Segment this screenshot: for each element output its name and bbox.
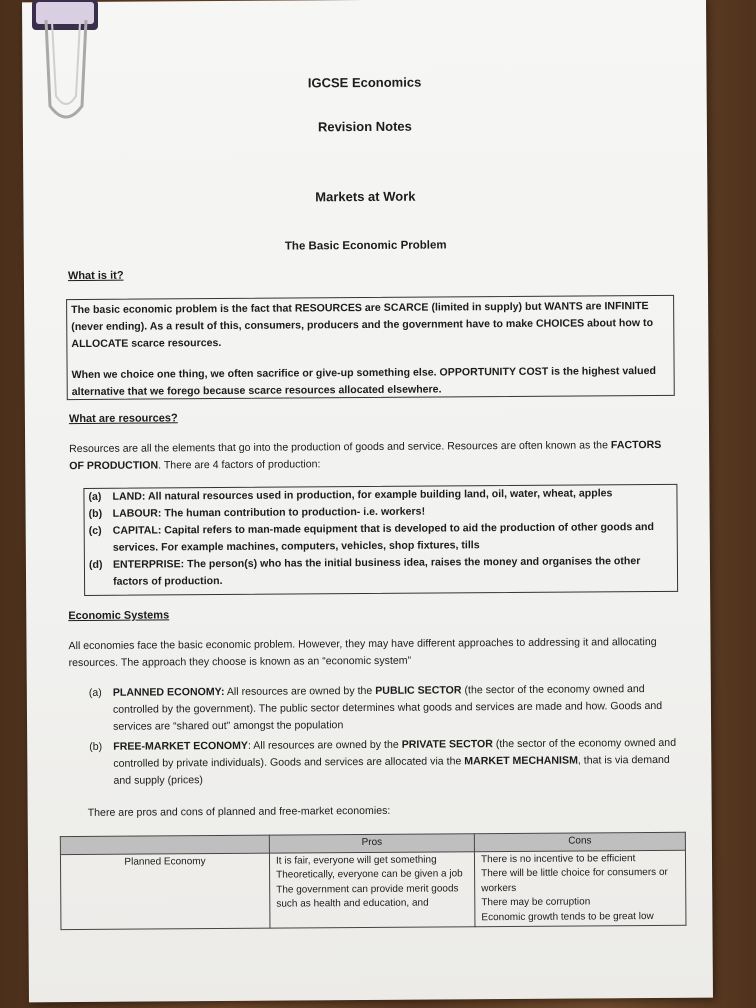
table-header-cons: Cons	[474, 832, 685, 851]
course-title: IGCSE Economics	[307, 74, 422, 91]
economic-systems-heading: Economic Systems	[68, 609, 170, 623]
opportunity-cost-paragraph: When we choice one thing, we often sacrifice or give-up something else. OPPORTUNITY COST is the highest valued alternative that we forego because scarce resources allocated elsewhere.	[71, 364, 656, 399]
what-is-it-heading: What is it?	[67, 269, 124, 283]
pros-cons-table	[60, 832, 687, 930]
pros-cell	[269, 851, 475, 928]
row-label-planned: Planned Economy	[60, 853, 270, 930]
factor-labour: (b) LABOUR: The human contribution to production- i.e. workers!	[88, 505, 426, 520]
pro-item: The government can provide merit goods such as health and education, and	[276, 882, 459, 910]
pro-item: Theoretically, everyone can be given a job	[276, 868, 463, 881]
con-item: There will be little choice for consumers or workers	[481, 866, 668, 894]
free-market-item: (b) FREE-MARKET ECONOMY: All resources are owned by the PRIVATE SECTOR (the sector of the economy owned and controlled by private individuals). Goods and services are allocated via the MARKET MECHANISM, that is via demand and supply (prices)	[89, 736, 677, 787]
definition-box	[66, 295, 675, 400]
cons-cell	[474, 850, 686, 927]
con-item: Economic growth tends to be great low	[481, 910, 654, 923]
table-header-blank	[60, 835, 269, 854]
binder-clip-icon	[30, 0, 102, 130]
factor-capital: (c) CAPITAL: Capital refers to man-made equipment that is developed to aid the production of other goods and services. For example machines, computers, vehicles, shop fixtures, tills	[88, 520, 655, 554]
con-item: There may be corruption	[481, 896, 591, 909]
pro-item: It is fair, everyone will get something	[275, 854, 437, 867]
doc-type-title: Revision Notes	[317, 118, 412, 135]
topic-title: The Basic Economic Problem	[284, 239, 447, 253]
table-row	[60, 850, 686, 930]
factor-land: (a) LAND: All natural resources used in production, for example building land, oil, water, wheat, apples	[88, 487, 613, 503]
paper-sheet	[22, 0, 713, 1002]
factor-enterprise: (d) ENTERPRISE: The person(s) who has the initial business idea, raises the money and organises the other factors of production.	[88, 555, 641, 588]
con-item: There is no incentive to be efficient	[480, 852, 636, 865]
pros-cons-intro: There are pros and cons of planned and free-market economies:	[87, 804, 391, 819]
table-header-pros: Pros	[269, 834, 474, 853]
resources-heading: What are resources?	[68, 412, 178, 426]
systems-intro: All economies face the basic economic problem. However, they may have different approaches to addressing it and allocating resources. The approach they choose is known as an “economic system”	[68, 635, 657, 670]
basic-problem-paragraph: The basic economic problem is the fact that RESOURCES are SCARCE (limited in supply) but WANTS are INFINITE (never ending). As a result of this, consumers, producers and the government have to make CHOICES about how to ALLOCATE scarce resources.	[71, 300, 654, 351]
planned-economy-item: (a) PLANNED ECONOMY: All resources are owned by the PUBLIC SECTOR (the sector of the economy owned and controlled by the government). The public sector determines what goods and services are made and how. Goods and services are “shared out” amongst the population	[88, 683, 663, 733]
unit-title: Markets at Work	[315, 188, 416, 205]
resources-intro: Resources are all the elements that go into the production of goods and service. Resources are often known as the FACTORS OF PRODUCTION. There are 4 factors of production:	[69, 438, 662, 473]
factors-box	[83, 484, 678, 596]
